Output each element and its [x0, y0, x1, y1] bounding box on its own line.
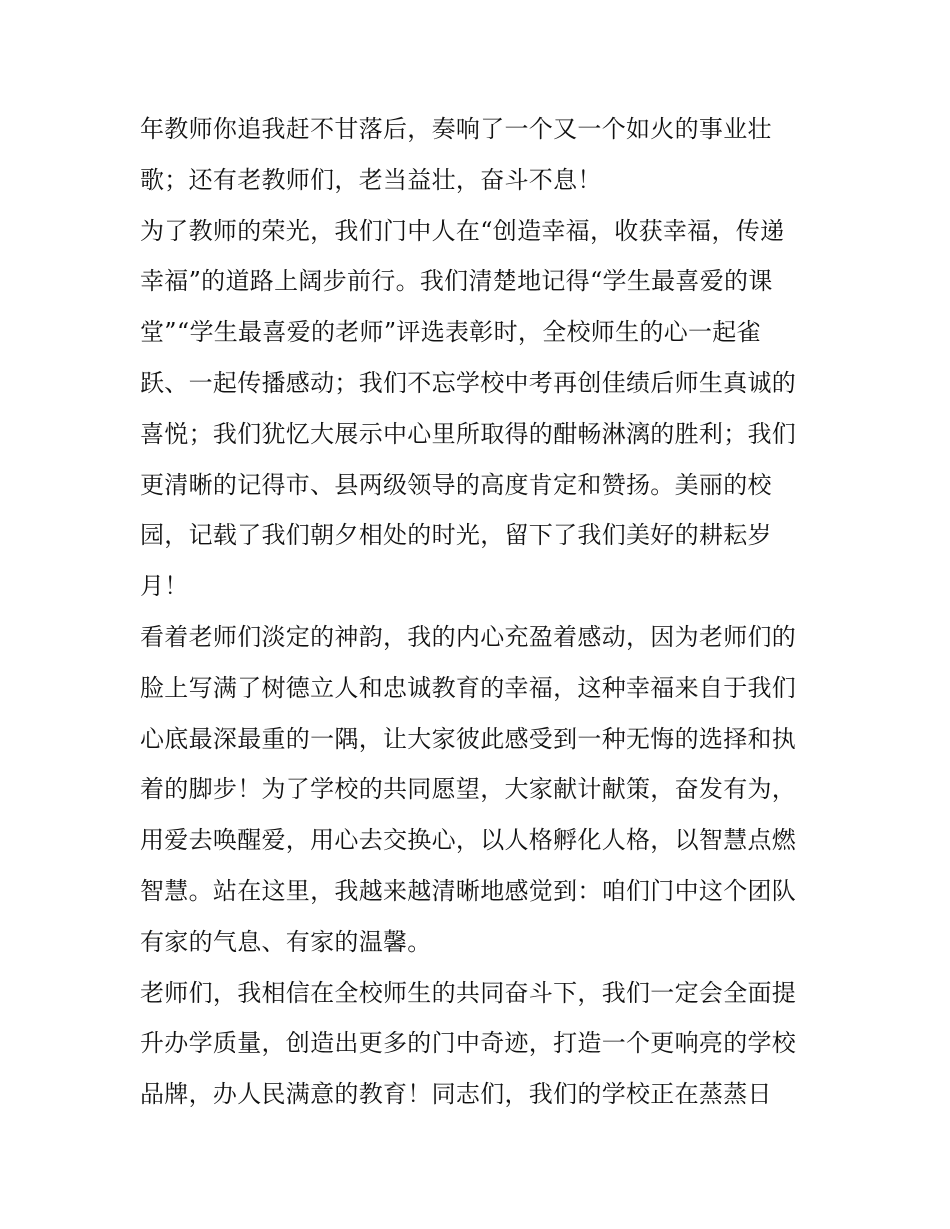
text-line: 智慧。站在这里，我越来越清晰地感觉到：咱们门中这个团队 [140, 876, 797, 905]
text-line: 有家的气息、有家的温馨。 [140, 927, 432, 956]
text-line: 跃、一起传播感动；我们不忘学校中考再创佳绩后师生真诚的 [140, 368, 797, 397]
text-line: 歌；还有老教师们，老当益壮，奋斗不息！ [140, 165, 602, 194]
text-line: 着的脚步！为了学校的共同愿望，大家献计献策，奋发有为， [140, 775, 797, 804]
text-line: 心底最深最重的一隅，让大家彼此感受到一种无悔的选择和执 [140, 724, 797, 753]
text-line: 园，记载了我们朝夕相处的时光，留下了我们美好的耕耘岁 [140, 521, 772, 550]
text-line: 看着老师们淡定的神韵，我的内心充盈着感动，因为老师们的 [140, 622, 797, 651]
text-line: 月！ [140, 572, 189, 601]
text-line: 老师们，我相信在全校师生的共同奋斗下，我们一定会全面提 [140, 978, 797, 1007]
text-line: 喜悦；我们犹忆大展示中心里所取得的酣畅淋漓的胜利；我们 [140, 419, 797, 448]
text-line: 更清晰的记得市、县两级领导的高度肯定和赞扬。美丽的校 [140, 470, 772, 499]
text-line: 升办学质量，创造出更多的门中奇迹，打造一个更响亮的学校 [140, 1029, 797, 1058]
text-line: 幸福”的道路上阔步前行。我们清楚地记得“学生最喜爱的课 [140, 267, 773, 296]
text-line: 脸上写满了树德立人和忠诚教育的幸福，这种幸福来自于我们 [140, 673, 797, 702]
document-body [140, 104, 820, 1120]
text-line: 年教师你追我赶不甘落后，奏响了一个又一个如火的事业壮 [140, 115, 772, 143]
text-line: 品牌，办人民满意的教育！同志们，我们的学校正在蒸蒸日 [140, 1080, 772, 1109]
text-line: 堂”“学生最喜爱的老师”评选表彰时，全校师生的心一起雀 [140, 318, 761, 347]
text-line: 为了教师的荣光，我们门中人在“创造幸福，收获幸福，传递 [140, 216, 785, 245]
text-line: 用爱去唤醒爱，用心去交换心，以人格孵化人格，以智慧点燃 [140, 826, 797, 855]
